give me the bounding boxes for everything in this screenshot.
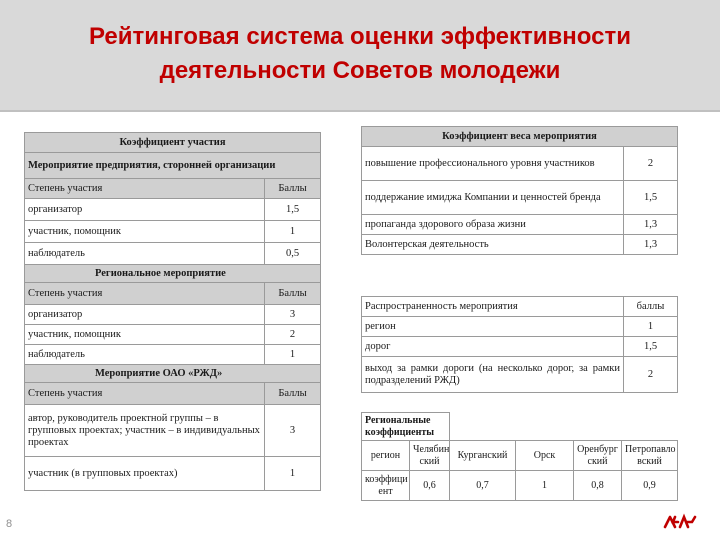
weight-name-cell: поддержание имиджа Компании и ценностей бренда [362, 181, 624, 215]
table-row [362, 317, 678, 337]
coef-value-cell: 0,6 [410, 471, 450, 501]
table-row [25, 221, 321, 243]
points-cell: 1,5 [265, 199, 321, 221]
table-row [25, 345, 321, 365]
region-name-cell: Курганский [450, 441, 516, 471]
spread-table [361, 296, 678, 393]
role-cell: участник, помощник [25, 221, 265, 243]
title-divider [0, 110, 720, 112]
points-cell: 3 [265, 405, 321, 457]
table-row [25, 457, 321, 491]
spread-value-cell: 1,5 [624, 337, 678, 357]
rzd-event-header: Мероприятие ОАО «РЖД» [25, 365, 321, 383]
table-row [25, 405, 321, 457]
col-points: Баллы [265, 283, 321, 305]
table-row [362, 337, 678, 357]
spread-col-points: баллы [624, 297, 678, 317]
col-degree: Степень участия [25, 283, 265, 305]
spread-value-cell: 1 [624, 317, 678, 337]
coef-value-cell: 1 [516, 471, 574, 501]
col-points: Баллы [265, 383, 321, 405]
role-cell: автор, руководитель проектной группы – в групповых проектах; участник – в индивидуальных проектах [25, 405, 265, 457]
participation-table [24, 132, 321, 491]
region-name-cell: Орск [516, 441, 574, 471]
weight-name-cell: Волонтерская деятельность [362, 235, 624, 255]
points-cell: 1 [265, 457, 321, 491]
role-cell: организатор [25, 305, 265, 325]
coef-value-cell: 0,8 [574, 471, 622, 501]
table-row [362, 147, 678, 181]
coef-label: коэффици ент [362, 471, 410, 501]
weight-value-cell: 1,3 [624, 215, 678, 235]
page-title-line-1: Рейтинговая система оценки эффективности [89, 23, 631, 50]
title-bar [0, 0, 720, 110]
region-label: регион [362, 441, 410, 471]
role-cell: организатор [25, 199, 265, 221]
weight-header: Коэффициент веса мероприятия [362, 127, 678, 147]
regional-event-header: Региональное мероприятие [25, 265, 321, 283]
table-row [362, 441, 678, 471]
table-row [25, 325, 321, 345]
weight-value-cell: 2 [624, 147, 678, 181]
coef-value-cell: 0,9 [622, 471, 678, 501]
regional-coef-table [361, 412, 678, 501]
regional-coef-header: Региональные коэффициенты [362, 413, 450, 441]
col-degree: Степень участия [25, 179, 265, 199]
region-name-cell: Оренбург ский [574, 441, 622, 471]
enterprise-event-header: Мероприятие предприятия, сторонней организации [25, 153, 321, 179]
rzd-logo [662, 512, 698, 532]
points-cell: 2 [265, 325, 321, 345]
spread-value-cell: 2 [624, 357, 678, 393]
table-row [25, 305, 321, 325]
spread-name-cell: выход за рамки дороги (на несколько дорог, за рамки подразделений РЖД) [362, 357, 624, 393]
page-title-line-2: деятельности Советов молодежи [159, 57, 561, 84]
table-row [362, 215, 678, 235]
points-cell: 1 [265, 221, 321, 243]
role-cell: наблюдатель [25, 345, 265, 365]
spread-name-cell: регион [362, 317, 624, 337]
region-name-cell: Челябин ский [410, 441, 450, 471]
weight-value-cell: 1,3 [624, 235, 678, 255]
region-name-cell: Петропавло вский [622, 441, 678, 471]
coef-value-cell: 0,7 [450, 471, 516, 501]
spread-col-name: Распространенность мероприятия [362, 297, 624, 317]
table-row [25, 199, 321, 221]
weight-table [361, 126, 678, 255]
table-row [25, 243, 321, 265]
role-cell: участник (в групповых проектах) [25, 457, 265, 491]
table-row [362, 235, 678, 255]
role-cell: наблюдатель [25, 243, 265, 265]
spread-name-cell: дорог [362, 337, 624, 357]
weight-name-cell: повышение профессионального уровня участников [362, 147, 624, 181]
weight-name-cell: пропаганда здорового образа жизни [362, 215, 624, 235]
col-points: Баллы [265, 179, 321, 199]
page-title [0, 20, 720, 88]
page-number: 8 [6, 518, 13, 530]
points-cell: 3 [265, 305, 321, 325]
table-row [362, 357, 678, 393]
weight-value-cell: 1,5 [624, 181, 678, 215]
participation-header: Коэффициент участия [25, 133, 321, 153]
col-degree: Степень участия [25, 383, 265, 405]
role-cell: участник, помощник [25, 325, 265, 345]
table-row [362, 471, 678, 501]
points-cell: 0,5 [265, 243, 321, 265]
points-cell: 1 [265, 345, 321, 365]
table-row [362, 181, 678, 215]
